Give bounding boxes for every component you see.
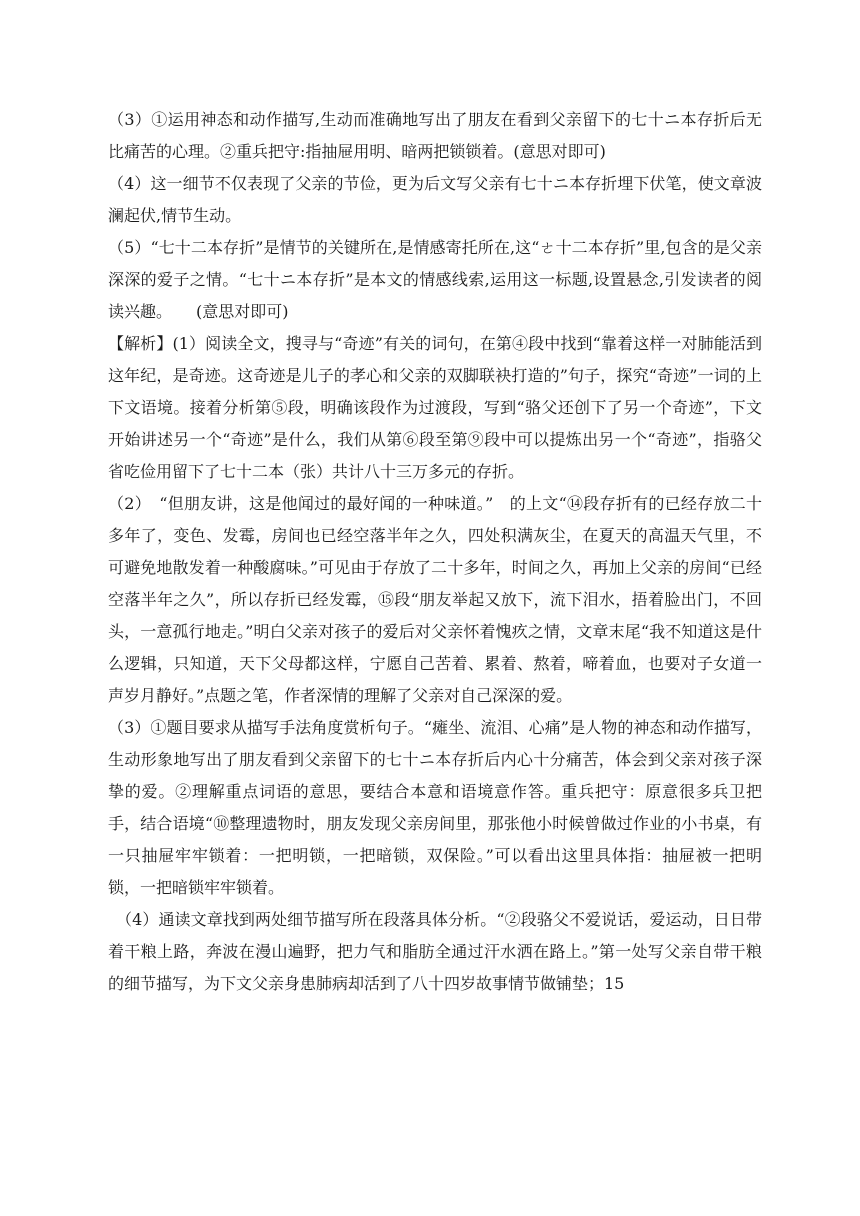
analysis-label: 【解析】 [108,334,173,353]
analysis-paragraph-4: （4）通读文章找到两处细节描写所在段落具体分析。“②段骆父不爱说话，爱运动，日日带着干粮上路，奔波在漫山遍野，把力气和脂肪全通过汗水洒在路上。”第一处写父亲自带干粮的细节描写，为下文父亲身患肺病却活到了八十四岁故事情节做铺垫；15 [108,910,762,993]
analysis-paragraph-1-text: (1）阅读全文，搜寻与“奇迹”有关的词句，在第④段中找到“靠着这样一对肺能活到这年纪，是奇迹。这奇迹是儿子的孝心和父亲的双脚联袂打造的”句子，探究“奇迹”一词的上下文语境。接着分析第⑤段，明确该段作为过渡段，写到“骆父还创下了另一个奇迹”，下文开始讲述另一个“奇迹”是什么，我们从第⑥段至第⑨段中可以提炼出另一个“奇迹”，指骆父省吃俭用留下了七十二本（张）共计八十三万多元的存折。 [108,334,762,481]
analysis-paragraph-2: （2） “但朋友讲，这是他闻过的最好闻的一种味道。” 的上文“⑭段存折有的已经存放二十多年了，变色、发霉，房间也已经空落半年之久，四处积满灰尘，在夏天的高温天气里，不可避免地散发着一种酸腐味。”可见由于存放了二十多年，时间之久，再加上父亲的房间“已经空落半年之久”，所以存折已经发霉，⑮段“朋友举起又放下，流下泪水，捂着脸出门，不回头，一意孤行地走。”明白父亲对孩子的爱后对父亲怀着愧疚之情，文章末尾“我不知道这是什么逻辑，只知道，天下父母都这样，宁愿自己苦着、累着、熬着，啼着血，也要对子女道一声岁月静好。”点题之笔，作者深情的理解了父亲对自己深深的爱。 [108,494,762,705]
analysis-paragraph-3: （3）①题目要求从描写手法角度赏析句子。“瘫坐、流泪、心痛”是人物的神态和动作描写，生动形象地写出了朋友看到父亲留下的七十ニ本存折后内心十分痛苦，体会到父亲对孩子深挚的爱。②理解重点词语的意思，要结合本意和语境意作答。重兵把守：原意很多兵卫把手，结合语境“⑩整理遗物时，朋友发现父亲房间里，那张他小时候曾做过作业的小书桌，有一只抽屉牢牢锁着：一把明锁，一把暗锁，双保险。”可以看出这里具体指：抽屉被一把明锁，一把暗锁牢牢锁着。 [108,718,762,897]
analysis-paragraph-1 [108,328,762,488]
answer-paragraph-4: （4）这一细节不仅表现了父亲的节俭，更为后文写父亲有七十ニ本存折埋下伏笔，使文章波澜起伏,情节生动。 [108,174,762,225]
answer-paragraph-3: （3）①运用神态和动作描写,生动而准确地写出了朋友在看到父亲留下的七十ニ本存折后无比痛苦的心理。②重兵把守:指抽屉用明、暗两把锁锁着。(意思对即可) [108,110,762,161]
document-body [108,104,762,1000]
answer-paragraph-5: （5）“七十二本存折”是情节的关键所在,是情感寄托所在,这“ㄜ十二本存折”里,包含的是父亲深深的爱子之情。“七十ニ本存折”是本文的情感线索,运用这一标题,设置悬念,引发读者的阅读兴趣。 (意思对即可) [108,238,762,321]
